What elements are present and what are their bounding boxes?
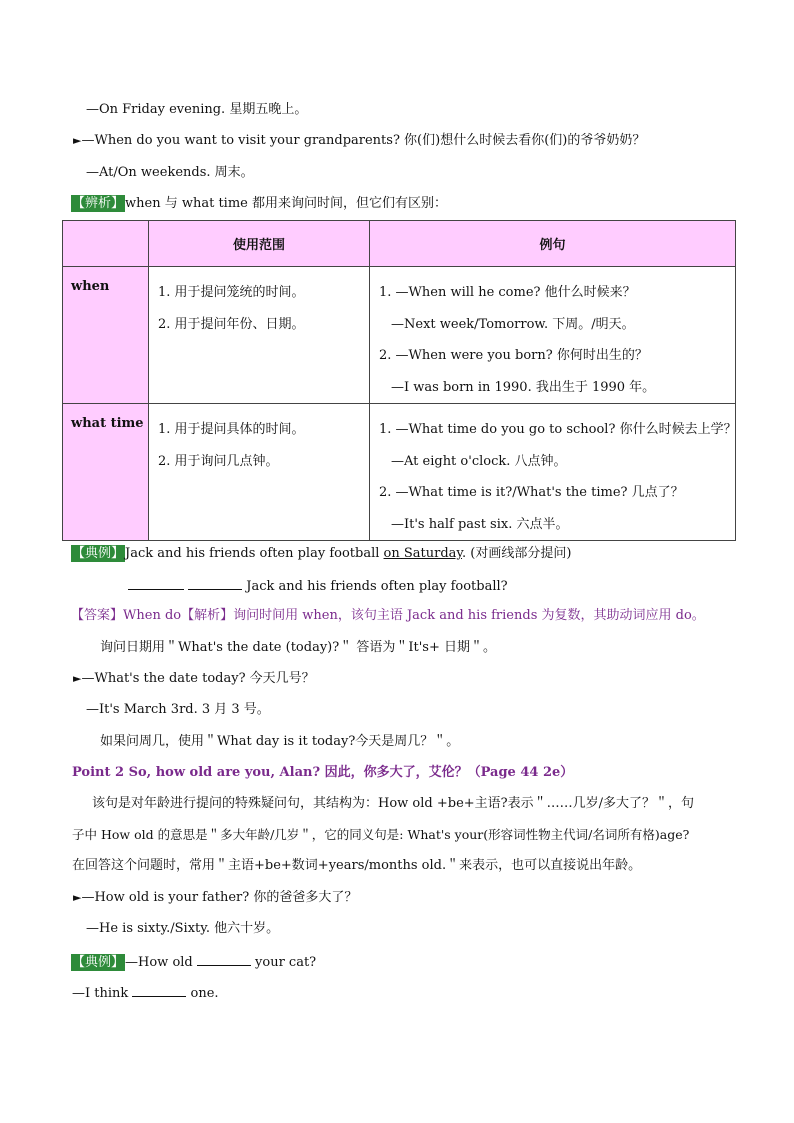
question-text: Jack and his friends often play football? [242, 579, 508, 594]
usage-cell [149, 267, 370, 404]
exercise-tag: 【典例】 [72, 955, 125, 970]
answer-blank [188, 576, 242, 590]
dialogue-line: —It's March 3rd. 3 月 3 号。 [86, 702, 270, 717]
usage-line: 2. 用于提问年份、日期。 [158, 316, 305, 332]
example-text: —When do you want to visit your grandparents? 你(们)想什么时候去看你(们)的爷爷奶奶？ [81, 133, 646, 148]
example-line [73, 132, 645, 150]
exercise-line [71, 545, 571, 563]
row-label: what time [71, 416, 144, 431]
example-line [73, 889, 357, 907]
row-label-cell [63, 267, 149, 404]
exercise-text: Jack and his friends often play football [125, 546, 384, 561]
explanation-line: 子中 How old 的意思是＂多大年龄/几岁＂，它的同义句是: What's your(形容词性物主代词/名词所有格)age? [72, 827, 690, 842]
exercise-text: —I think [72, 986, 133, 1001]
example-line: 2. —When were you born? 你何时出生的？ [379, 348, 648, 363]
answer-blank [197, 952, 251, 966]
usage-line: 1. 用于提问具体的时间。 [158, 422, 305, 437]
pointer-icon: ► [73, 672, 82, 685]
point-heading: Point 2 So, how old are you, Alan? 因此，你多大了，艾伦？（Page 44 2e） [72, 765, 574, 780]
example-line: 1. —When will he come? 他什么时候来？ [379, 285, 636, 300]
example-line [73, 670, 315, 688]
note-line: 如果问周几，使用＂What day is it today?今天是周几？＂。 [100, 734, 460, 749]
answer-line [71, 607, 705, 625]
table-row [63, 404, 736, 541]
exercise-text: one. [186, 986, 219, 1001]
exercise-text: . (对画线部分提问) [462, 546, 572, 561]
usage-cell [149, 404, 370, 541]
dialogue-line: —At/On weekends. 周末。 [86, 165, 254, 180]
table-header-cell [63, 221, 149, 267]
table-header-row [63, 221, 736, 267]
usage-line: 2. 用于询问几点钟。 [158, 453, 279, 469]
note-line: 询问日期用＂What's the date (today)?＂ 答语为＂It's+ 日期＂。 [100, 640, 496, 655]
answer-blank [132, 983, 186, 997]
row-label-cell [63, 404, 149, 541]
exercise-question [128, 576, 508, 596]
dialogue-line: —He is sixty./Sixty. 他六十岁。 [86, 921, 280, 936]
analysis-tag: 【辨析】 [72, 196, 125, 211]
row-label: when [71, 279, 110, 294]
answer-tag: 【答案】 [71, 608, 124, 623]
pointer-icon: ► [73, 134, 82, 147]
comparison-table [62, 220, 736, 541]
exercise-tag: 【典例】 [72, 546, 125, 561]
table-header-cell: 例句 [370, 221, 736, 267]
example-line: —At eight o'clock. 八点钟。 [391, 453, 567, 469]
analysis-text: when 与 what time 都用来询问时间，但它们有区别： [125, 196, 447, 211]
example-line: —It's half past six. 六点半。 [391, 516, 569, 532]
usage-line: 1. 用于提问笼统的时间。 [158, 285, 305, 300]
exercise-line [72, 983, 219, 1003]
exercise-line [71, 952, 316, 972]
example-line: —I was born in 1990. 我出生于 1990 年。 [391, 379, 656, 395]
example-line: —Next week/Tomorrow. 下周。/明天。 [391, 316, 635, 332]
explanation-line: 该句是对年龄进行提问的特殊疑问句，其结构为：How old +be+主语?表示＂……几岁/多大了？＂，句 [92, 796, 695, 811]
table-header-cell: 使用范围 [149, 221, 370, 267]
example-line: 1. —What time do you go to school? 你什么时候去上学？ [379, 422, 737, 437]
exercise-text: your cat? [250, 955, 317, 970]
example-text: —What's the date today? 今天几号？ [81, 671, 315, 686]
answer-text: When do [123, 608, 182, 623]
example-line: 2. —What time is it?/What's the time? 几点了？ [379, 485, 684, 500]
analysis-line [71, 195, 447, 213]
examples-cell [370, 267, 736, 404]
dialogue-line: —On Friday evening. 星期五晚上。 [86, 102, 308, 117]
example-text: —How old is your father? 你的爸爸多大了？ [81, 890, 358, 905]
pointer-icon: ► [73, 891, 82, 904]
explanation-line: 在回答这个问题时，常用＂主语+be+数词+years/months old.＂来表示，也可以直接说出年龄。 [72, 858, 642, 873]
underlined-phrase: on Saturday [383, 546, 463, 561]
exercise-text: —How old [125, 955, 197, 970]
examples-cell [370, 404, 736, 541]
answer-blank [128, 576, 184, 590]
table-row [63, 267, 736, 404]
analysis-tag: 【解析】 [181, 608, 234, 623]
analysis-text: 询问时间用 when，该句主语 Jack and his friends 为复数，其助动词应用 do。 [233, 608, 705, 623]
